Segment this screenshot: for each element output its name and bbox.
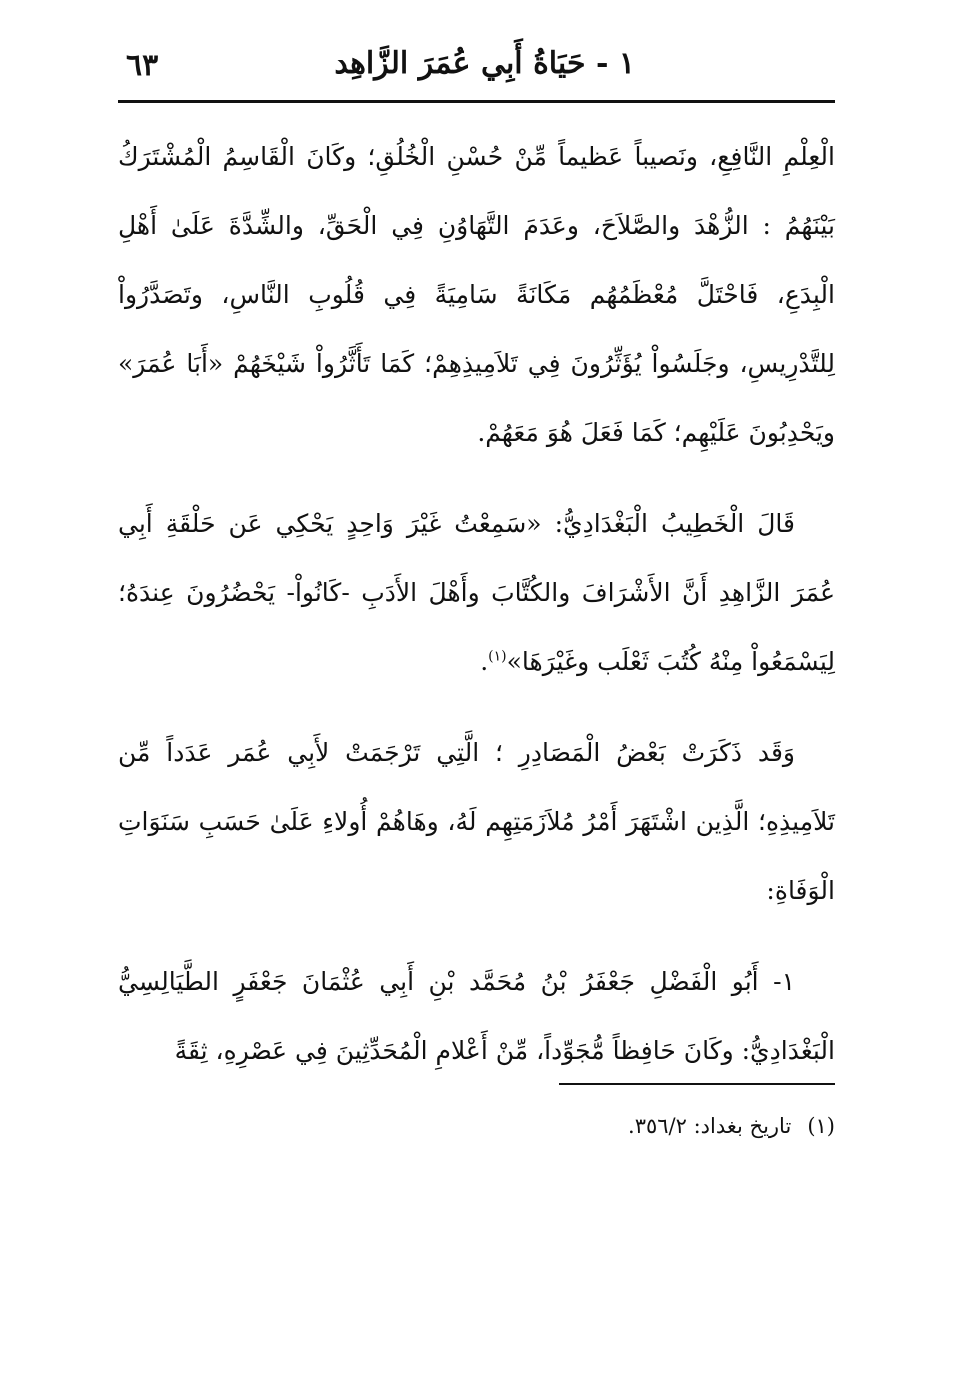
paragraph-4: ١- أَبُو الْفَضْلِ جَعْفَرُ بْنُ مُحَمَّد بْنِ أَبِي عُثْمَانَ جَعْفَرٍ الطَّيَالِسِيُّ الْبَغْدَادِيُّ: وكَانَ حَافِظاً مُّجَوِّداً، مِّنْ أَعْلامِ الْمُحَدِّثِينَ فِي عَصْرِهِ، ثِقَةً (118, 967, 835, 1065)
running-title: ١ - حَيَاةُ أَبِي عُمَرَ الزَّاهِد (334, 46, 635, 81)
paragraph-1: الْعِلْمِ النَّافِعِ، ونَصيباً عَظيماً مِّنْ حُسْنِ الْخُلُقِ؛ وكَانَ الْقَاسِمُ الْمُشْتَرَكُ بَيْنَهُمُ : الزُّهْدَ والصَّلاَحَ، وعَدَمَ التَّهَاوُنِ فِي الْحَقِّ، والشِّدَّةَ عَلَىٰ أَهْلِ الْبِدَعِ، فَاحْتَلَّ مُعْظَمُهُم مَكَانَةً سَامِيَةً فِي قُلُوبِ النَّاسِ، وتَصَدَّرُواْ لِلتَّدْرِيسِ، وجَلَسُواْ يُؤَثِّرُونَ فِي تَلاَمِيذِهِمْ؛ كَمَا تَأَثَّرُواْ شَيْخَهُمْ «أَبَا عُمَرَ» ويَحْدِبُونَ عَلَيْهِم؛ كَمَا فَعَلَ هُوَ مَعَهُمْ. (118, 142, 835, 447)
footnote-marker[interactable]: (١) (488, 648, 507, 665)
page-header (118, 38, 835, 100)
header-rule (118, 100, 835, 103)
paragraph-3: وَقَد ذَكَرَتْ بَعْضُ الْمَصَادِرِ ؛ الَّتِي تَرْجَمَتْ لأَبِي عُمَر عَدَداً مِّن تَلاَمِيذِهِ؛ الَّذِين اشْتَهَرَ أَمْرُ مُلاَزَمَتِهِم لَهُ، وهَاهُمْ أُولاءِ عَلَىٰ حَسَبِ سَنَوَاتِ الْوَفَاةِ: (118, 738, 835, 905)
footnote-rule (559, 1083, 835, 1085)
page-number: ٦٣ (126, 48, 159, 83)
main-text (118, 122, 835, 1107)
footnote (118, 1108, 835, 1144)
paragraph-2-end: . (480, 647, 489, 676)
footnote-text: تاريخ بغداد: ٣٥٦/٢. (628, 1114, 792, 1138)
paragraph-2-text: قَالَ الْخَطِيبُ الْبَغْدَادِيُّ: «سَمِعْتُ غَيْرَ وَاحِدٍ يَحْكِي عَن حَلْقَةِ أَبِي عُمَرَ الزَّاهِدِ أَنَّ الأَشْرَافَ والكُتَّابَ وأَهْلَ الأَدَبِ -كَانُواْ- يَحْضُرُونَ عِندَهُ؛ لِيَسْمَعُواْ مِنْهُ كُتُبَ ثَعْلَب وغَيْرَهَا» (118, 509, 835, 676)
footnote-number: (١) (807, 1114, 835, 1138)
paragraph-2 (118, 489, 835, 696)
